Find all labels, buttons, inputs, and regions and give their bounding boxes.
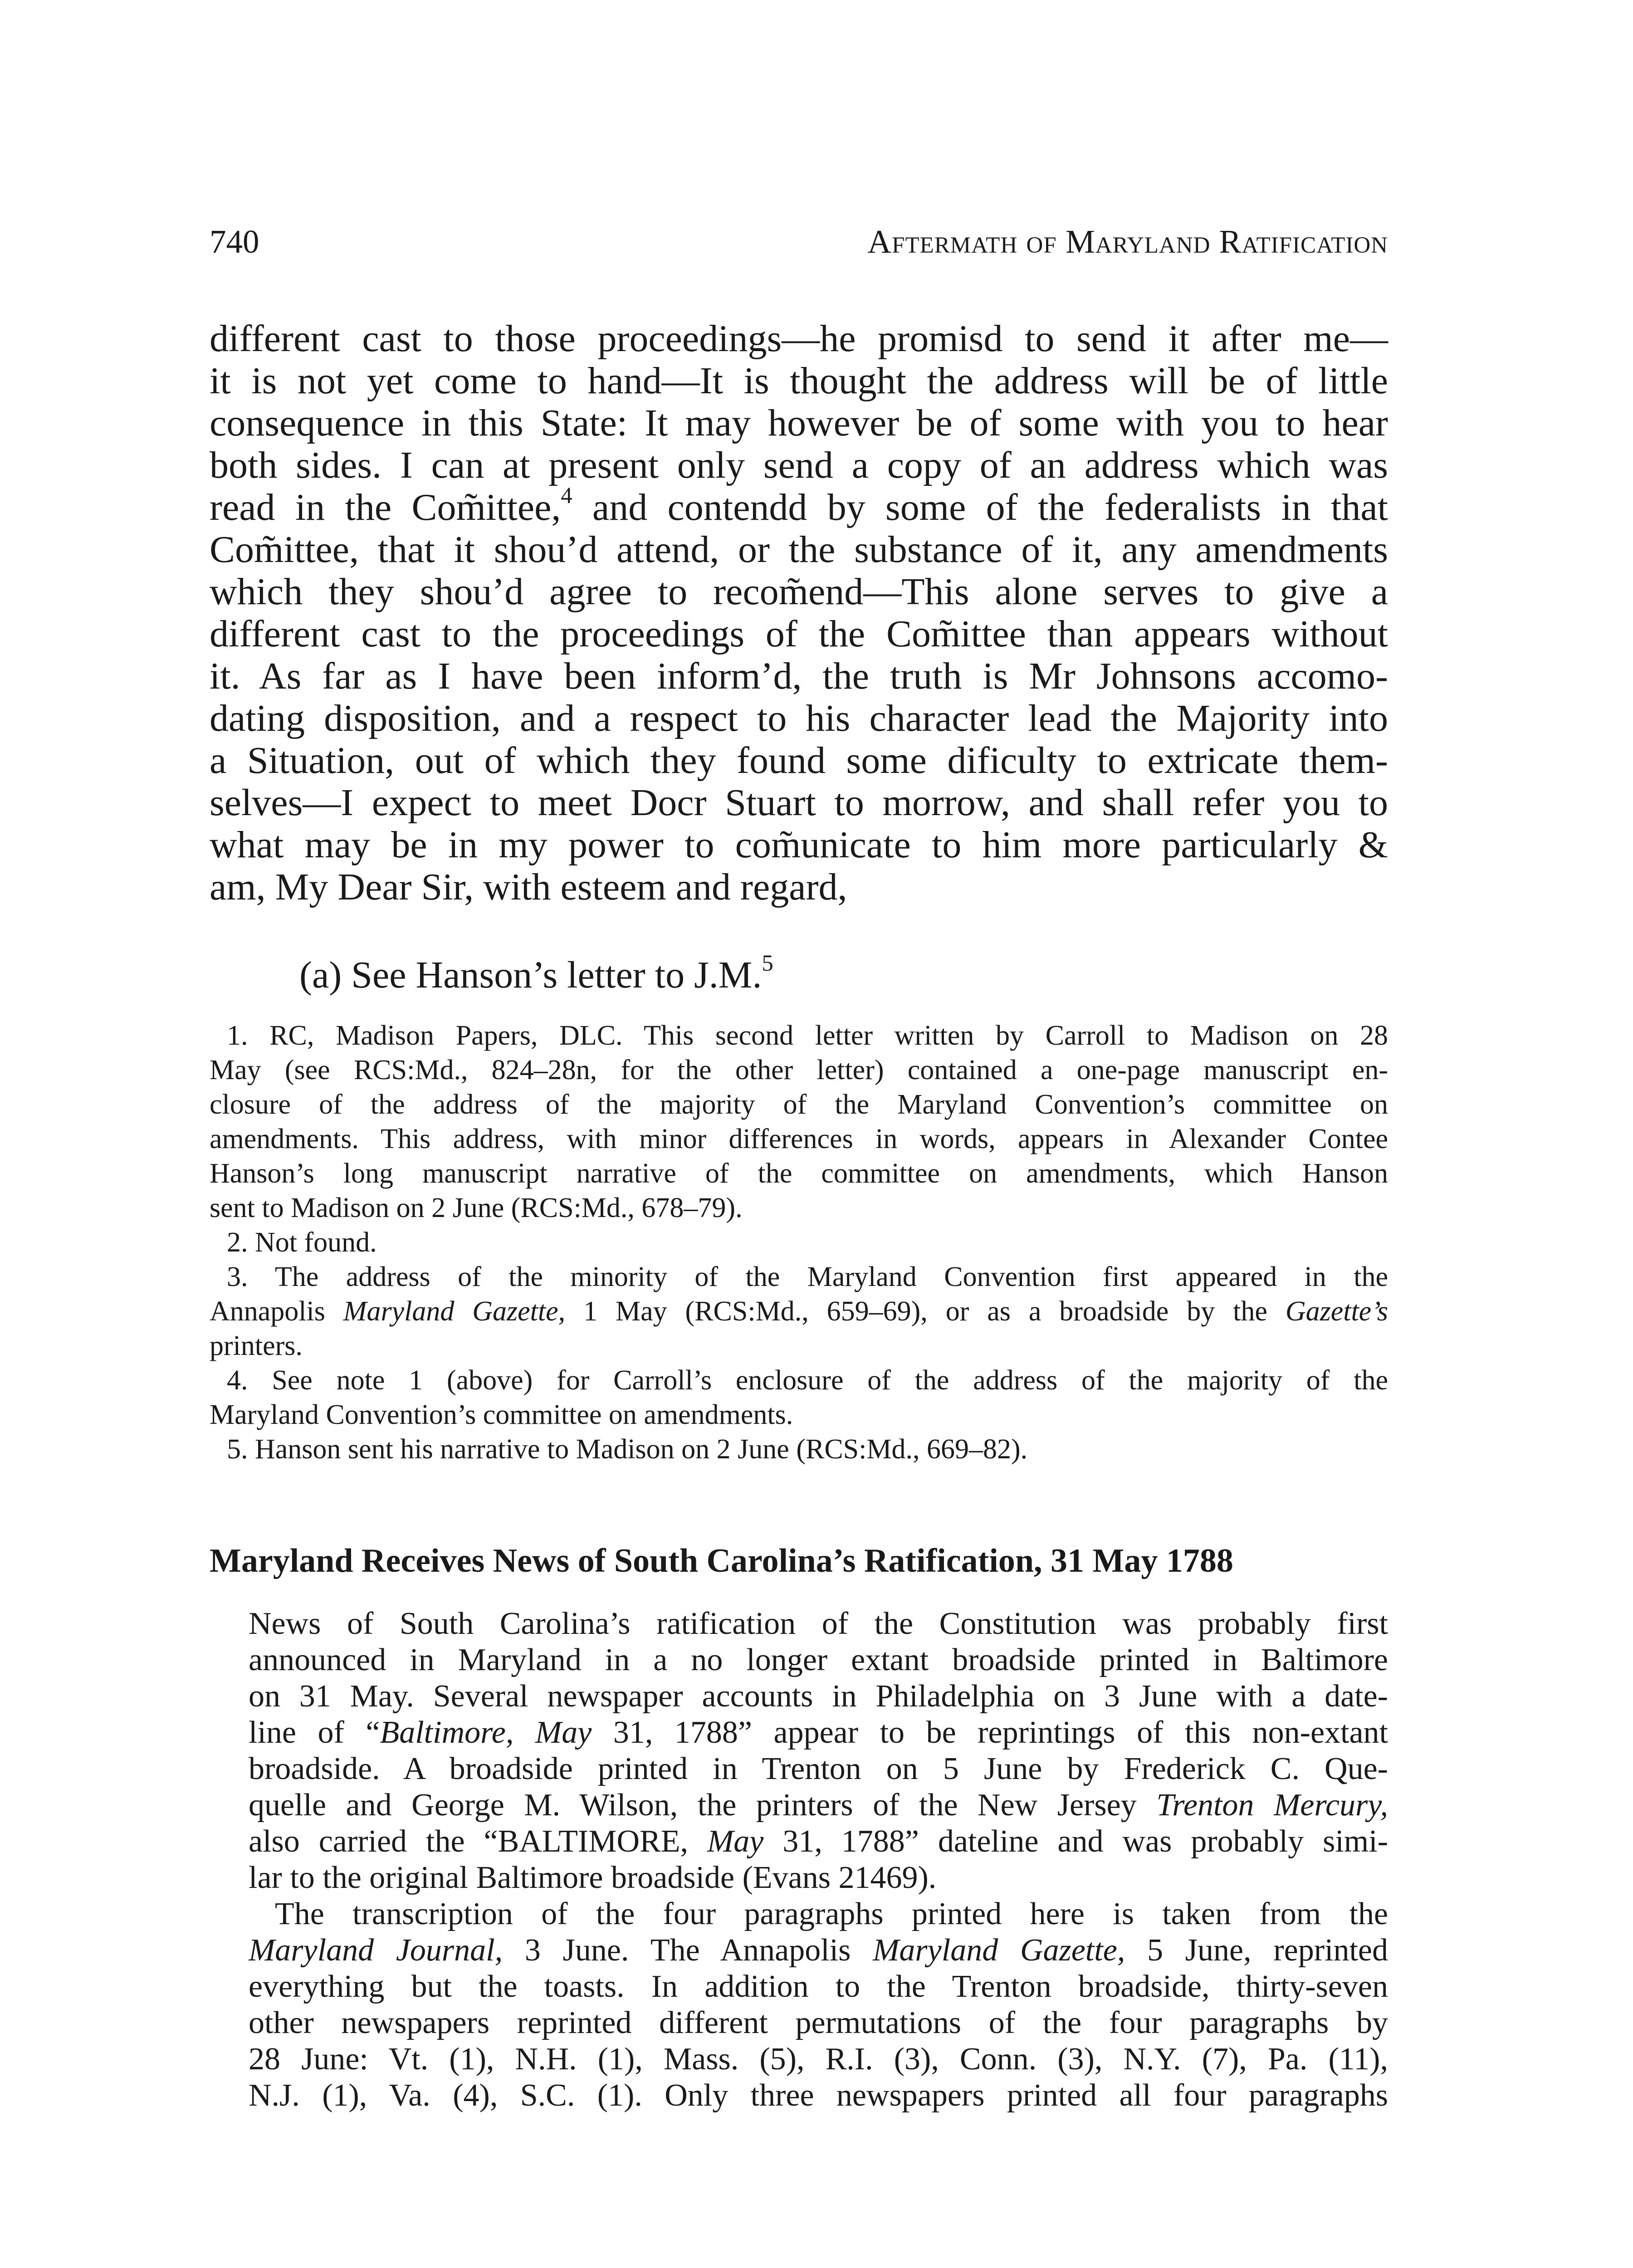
letter-line: which they shou’d agree to recom̃end—This alone serves to give a xyxy=(210,571,1388,613)
footnote-line: Maryland Convention’s committee on amendments. xyxy=(210,1399,793,1430)
letter-line: it is not yet come to hand—It is thought the address will be of little xyxy=(210,360,1388,402)
letter-line-start: read in the Com̃ittee, xyxy=(210,486,561,528)
running-head: Aftermath of Maryland Ratification xyxy=(867,223,1388,260)
intro-line xyxy=(249,1787,1388,1823)
footnote-line: sent to Madison on 2 June (RCS:Md., 678–79). xyxy=(210,1193,743,1223)
footnote-ref: 5 xyxy=(762,950,773,976)
italic-title: Maryland Journal, xyxy=(249,1933,503,1968)
italic-title: Gazette’s xyxy=(1285,1296,1388,1327)
letter-line: different cast to the proceedings of the Com̃ittee than appears without xyxy=(210,613,1388,655)
italic-dateline: May xyxy=(707,1824,764,1859)
letter-line xyxy=(210,483,1388,528)
text-run: 3 June. The Annapolis xyxy=(503,1933,873,1968)
text-run: Annapolis xyxy=(210,1296,343,1327)
intro-line: everything but the toasts. In addition to the Trenton broadside, thirty-seven xyxy=(249,1969,1388,2004)
intro-line xyxy=(249,1823,1388,1860)
footnote-5: 5. Hanson sent his narrative to Madison on 2 June (RCS:Md., 669–82). xyxy=(227,1434,1028,1465)
italic-dateline: Baltimore, May xyxy=(380,1715,592,1750)
footnote-line: Hanson’s long manuscript narrative of the committee on amendments, which Hanson xyxy=(210,1158,1388,1189)
text-run: 1 May (RCS:Md., 659–69), or as a broadside by the xyxy=(565,1296,1286,1327)
letter-line: consequence in this State: It may however be of some with you to hear xyxy=(210,402,1388,444)
footnotes xyxy=(210,1018,1388,1466)
italic-title: Maryland Gazette, xyxy=(873,1933,1125,1968)
text-run: line of “ xyxy=(249,1715,380,1750)
letter-line: a Situation, out of which they found some dificulty to extricate them- xyxy=(210,739,1388,782)
text-run: 31, 1788” dateline and was probably simi- xyxy=(763,1824,1389,1859)
footnote-ref: 4 xyxy=(561,483,572,508)
letter-line: both sides. I can at present only send a copy of an address which was xyxy=(210,444,1388,486)
text-run: also carried the “BALTIMORE, xyxy=(249,1824,707,1859)
intro-line xyxy=(249,1932,1388,1969)
page-header xyxy=(210,221,1388,262)
enclosure-text: (a) See Hanson’s letter to J.M. xyxy=(299,954,762,996)
intro-line: announced in Maryland in a no longer extant broadside printed in Baltimore xyxy=(249,1642,1388,1677)
enclosure-note xyxy=(299,950,773,998)
intro-line: The transcription of the four paragraphs printed here is taken from the xyxy=(275,1897,1388,1931)
intro-line: broadside. A broadside printed in Trenton on 5 June by Frederick C. Que- xyxy=(249,1751,1388,1786)
text-run: 5 June, reprinted xyxy=(1125,1933,1389,1968)
letter-line: different cast to those proceedings—he promisd to send it after me— xyxy=(210,318,1388,360)
page-number: 740 xyxy=(210,223,259,260)
letter-line-end: and contendd by some of the federalists in that xyxy=(572,486,1388,528)
footnote-line: May (see RCS:Md., 824–28n, for the other letter) contained a one-page manuscript en- xyxy=(210,1055,1388,1085)
letter-line: am, My Dear Sir, with esteem and regard, xyxy=(210,866,847,908)
footnote-line: 1. RC, Madison Papers, DLC. This second letter written by Carroll to Madison on 28 xyxy=(227,1020,1388,1051)
intro-line: N.J. (1), Va. (4), S.C. (1). Only three newspapers printed all four paragraphs xyxy=(249,2078,1388,2113)
intro-line: 28 June: Vt. (1), N.H. (1), Mass. (5), R.I. (3), Conn. (3), N.Y. (7), Pa. (11), xyxy=(249,2042,1388,2077)
intro-line: other newspapers reprinted different permutations of the four paragraphs by xyxy=(249,2005,1388,2040)
italic-title: Trenton Mercury, xyxy=(1156,1788,1388,1823)
letter-line: Com̃ittee, that it shou’d attend, or the substance of it, any amendments xyxy=(210,528,1388,571)
letter-line: it. As far as I have been inform’d, the truth is Mr Johnsons accomo- xyxy=(210,655,1388,697)
letter-line: dating disposition, and a respect to his character lead the Majority into xyxy=(210,697,1388,739)
footnote-line xyxy=(210,1294,1388,1329)
intro-line: lar to the original Baltimore broadside (Evans 21469). xyxy=(249,1860,937,1895)
intro-line xyxy=(249,1715,1388,1751)
section-title: Maryland Receives News of South Carolina’s Ratification, 31 May 1788 xyxy=(210,1542,1233,1579)
section-intro xyxy=(249,1606,1388,2114)
letter-line: what may be in my power to com̃unicate to him more particularly & xyxy=(210,824,1388,866)
footnote-line: 3. The address of the minority of the Maryland Convention first appeared in the xyxy=(227,1261,1388,1292)
footnote-line: printers. xyxy=(210,1330,303,1361)
letter-body xyxy=(210,318,1388,908)
italic-title: Maryland Gazette, xyxy=(343,1296,566,1327)
letter-line: selves—I expect to meet Docr Stuart to morrow, and shall refer you to xyxy=(210,782,1388,824)
intro-line: on 31 May. Several newspaper accounts in Philadelphia on 3 June with a date- xyxy=(249,1679,1388,1714)
footnote-line: closure of the address of the majority of the Maryland Convention’s committee on xyxy=(210,1089,1388,1120)
footnote-line: amendments. This address, with minor differences in words, appears in Alexander Contee xyxy=(210,1124,1388,1154)
footnote-2: 2. Not found. xyxy=(227,1227,377,1258)
intro-line: News of South Carolina’s ratification of the Constitution was probably first xyxy=(249,1606,1388,1641)
text-run: 31, 1788” appear to be reprintings of this non-extant xyxy=(592,1715,1388,1750)
footnote-line: 4. See note 1 (above) for Carroll’s enclosure of the address of the majority of the xyxy=(227,1365,1388,1396)
text-run: quelle and George M. Wilson, the printers of the New Jersey xyxy=(249,1788,1157,1823)
